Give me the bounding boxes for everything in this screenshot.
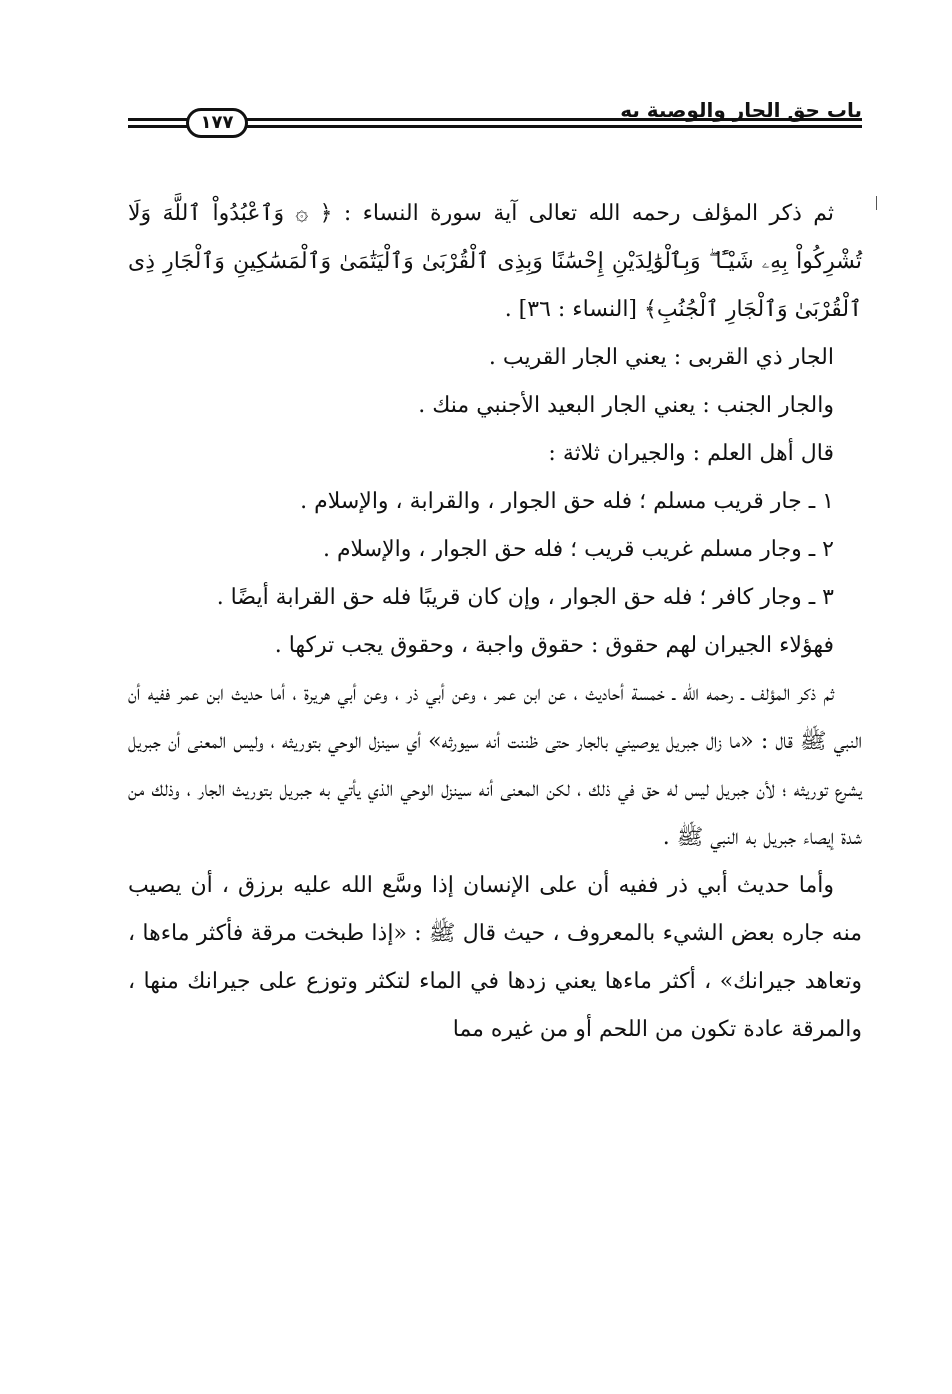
page-number: ١٧٧	[200, 112, 234, 133]
paragraph-definition-near: الجار ذي القربى : يعني الجار القريب .	[488, 345, 834, 370]
paragraph-rights: فهؤلاء الجيران لهم حقوق : حقوق واجبة ، وحقوق يجب تركها .	[274, 633, 834, 658]
list-item-2: ٢ ـ وجار مسلم غريب قريب ؛ فله حق الجوار ، والإسلام .	[322, 537, 834, 562]
list-item-3: ٣ ـ وجار كافر ؛ فله حق الجوار ، وإن كان قريبًا فله حق القرابة أيضًا .	[216, 585, 834, 610]
page-body	[128, 190, 862, 1250]
page-number-badge	[186, 108, 248, 138]
margin-mark	[876, 196, 877, 210]
paragraph-hadiths: ثم ذكر المؤلف ـ رحمه الله ـ خمسة أحاديث ، عن ابن عمر ، وعن أبي ذر ، وعن أبي هريرة ، أما حديث ابن عمر ففيه أن النبي ﷺ قال : «ما زال جبريل يوصيني بالجار حتى ظننت أنه سيورثه» أي سينزل الوحي بتوريثه ، وليس المعنى أن جبريل يشرع توريثه ؛ لأن جبريل ليس له حق في ذلك ، لكن المعنى أنه سينزل الوحي الذي يأتي به جبريل بتوريث الجار ، وذلك من شدة إيصاء جبريل به النبي ﷺ .	[128, 681, 862, 850]
paragraph-scholars: قال أهل العلم : والجيران ثلاثة :	[548, 441, 834, 466]
chapter-title: باب حق الجار والوصية به	[620, 98, 862, 122]
header-rule-left	[128, 118, 188, 128]
paragraph-abu-dhar: وأما حديث أبي ذر ففيه أن على الإنسان إذا وسَّع الله عليه برزق ، أن يصيب منه جاره بعض الشيء بالمعروف ، حيث قال ﷺ : «إذا طبخت مرقة فأكثر ماءها ، وتعاهد جيرانك» ، أكثر ماءها يعني زدها في الماء لتكثر وتوزع على جيرانك منها ، والمرقة عادة تكون من اللحم أو من غيره مما	[128, 873, 862, 1042]
list-item-1: ١ ـ جار قريب مسلم ؛ فله حق الجوار ، والقرابة ، والإسلام .	[300, 489, 834, 514]
page-header	[128, 96, 862, 150]
paragraph-quran-verse: ثم ذكر المؤلف رحمه الله تعالى آية سورة النساء : ﴿ ۞ وَٱعْبُدُواْ ٱللَّهَ وَلَا تُشْرِكُواْ بِهِۦ شَيْـًٔا ۖ وَبِٱلْوَٰلِدَيْنِ إِحْسَٰنًا وَبِذِى ٱلْقُرْبَىٰ وَٱلْيَتَٰمَىٰ وَٱلْمَسَٰكِينِ وَٱلْجَارِ ذِى ٱلْقُرْبَىٰ وَٱلْجَارِ ٱلْجُنُبِ﴾ [النساء : ٣٦] .	[128, 201, 862, 322]
paragraph-definition-far: والجار الجنب : يعني الجار البعيد الأجنبي منك .	[418, 393, 834, 418]
